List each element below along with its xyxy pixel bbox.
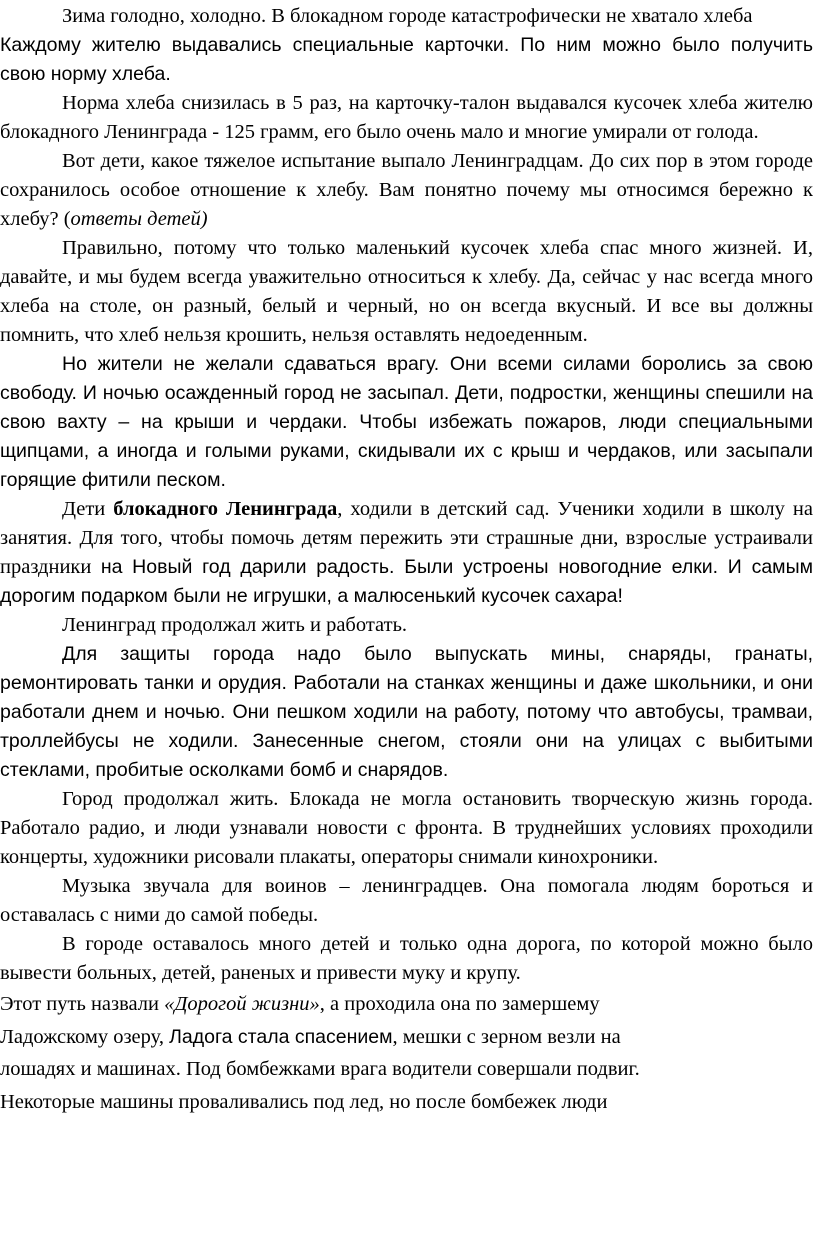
children-answers-note: ответы детей) — [70, 208, 208, 230]
paragraph-bread-norm: Норма хлеба снизилась в 5 раз, на карточку-талон выдавался кусочек хлеба жителю блокадного Ленинграда - 125 грамм, его было очень мало и многие умирали от голода. — [0, 92, 813, 143]
paragraph-defense: Для защиты города надо было выпускать мины, снаряды, гранаты, ремонтировать танки и орудия. Работали на станках женщины и даже школьники, и они работали днем и ночью. Они пешком ходили на работу, потому что автобусы, трамваи, троллейбусы не ходили. Занесенные снегом, стояли они на улицах с выбитыми стеклами, пробитые осколками бомб и снарядов. — [0, 643, 813, 781]
document-page — [0, 2, 816, 1257]
paragraph-music: Музыка звучала для воинов – ленинградцев. Она помогала людям бороться и оставалась с ними до самой победы. — [0, 875, 813, 926]
paragraph-ration-cards: Каждому жителю выдавались специальные карточки. По ним можно было получить свою норму хлеба. — [0, 34, 813, 85]
paragraph-one-road: В городе оставалось много детей и только одна дорога, по которой можно было вывести больных, детей, раненых и привести муку и крупу. — [0, 933, 813, 984]
paragraph-lived-worked: Ленинград продолжал жить и работать. — [62, 614, 408, 636]
road-of-life-name: «Дорогой жизни» — [164, 993, 320, 1015]
road-of-life-start: Этот путь назвали — [0, 993, 165, 1015]
road-of-life-line2-end: , мешки с зерном везли на — [392, 1025, 621, 1048]
paragraph-children — [0, 495, 813, 611]
road-of-life-line4: Некоторые машины проваливались под лед, но после бомбежек люди — [0, 1090, 608, 1113]
paragraph-trial-text: Вот дети, какое тяжелое испытание выпало Ленинградцам. До сих пор в этом городе сохранилось особое отношение к хлебу. Вам понятно почему мы относимся бережно к хлебу? ( — [0, 150, 813, 230]
ladoga-salvation: Ладога стала спасением — [169, 1025, 393, 1048]
paragraph-resistance: Но жители не желали сдаваться врагу. Они всеми силами боролись за свою свободу. И ночью осажденный город не засыпал. Дети, подростки, женщины спешили на свою вахту – на крыши и чердаки. Чтобы избежать пожаров, люди специальными щипцами, а иногда и голыми руками, скидывали их с крыш и чердаков, или засыпали горящие фитили песком. — [0, 353, 813, 491]
paragraph-children-middle: , ходили в детский сад. Ученики ходили в школу на занятия. Для того, чтобы помочь детям пережить эти страшные дни, взрослые устраивали праздники — [0, 498, 813, 578]
paragraph-trial — [0, 147, 813, 234]
paragraph-respect-bread: Правильно, потому что только маленький кусочек хлеба спас много жизней. И, давайте, и мы будем всегда уважительно относиться к хлебу. Да, сейчас у нас всегда много хлеба на столе, он разный, белый и черный, но он всегда вкусный. И все вы должны помнить, что хлеб нельзя крошить, нельзя оставлять недоеденным. — [0, 237, 813, 346]
paragraph-creative-life: Город продолжал жить. Блокада не могла остановить творческую жизнь города. Работало радио, и люди узнавали новости с фронта. В труднейших условиях проходили концерты, художники рисовали плакаты, операторы снимали кинохроники. — [0, 788, 813, 868]
paragraph-children-end: на Новый год дарили радость. Были устроены новогодние елки. И самым дорогим подарком были не игрушки, а малюсенький кусочек сахара! — [0, 556, 813, 607]
road-of-life-line3: лошадях и машинах. Под бомбежками врага водители совершали подвиг. — [0, 1058, 640, 1080]
road-of-life-line1-end: , а проходила она по замершему — [319, 993, 600, 1015]
paragraph-road-of-life — [0, 988, 813, 1118]
blockade-leningrad-bold: блокадного Ленинграда — [113, 498, 338, 520]
paragraph-children-start: Дети — [62, 498, 114, 520]
paragraph-winter: Зима голодно, холодно. В блокадном городе катастрофически не хватало хлеба — [62, 5, 753, 27]
road-of-life-line2-start: Ладожскому озеру, — [0, 1025, 170, 1048]
